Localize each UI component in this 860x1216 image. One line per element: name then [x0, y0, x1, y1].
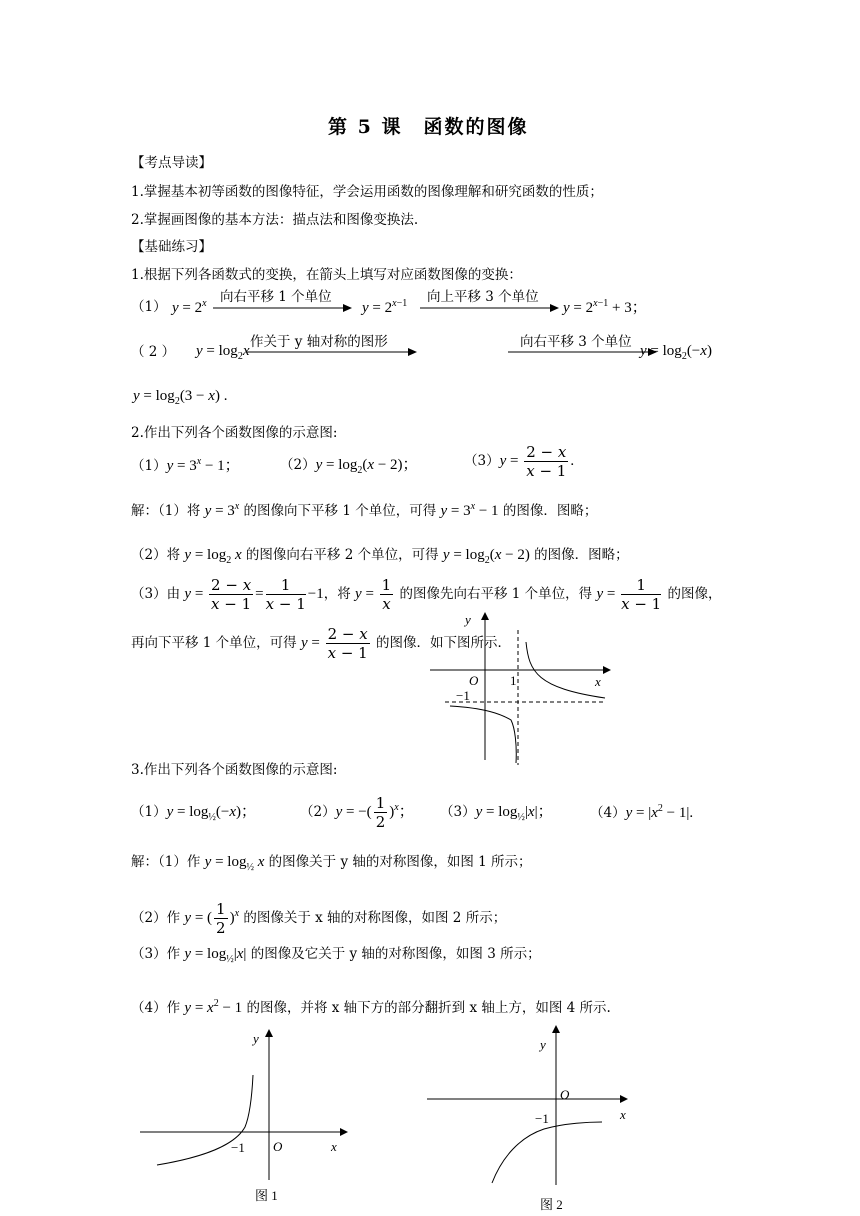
q3-item-4: $(4)y = |x^2 - 1|$.	[590, 803, 694, 821]
q2-item-3: （3）y = $\frac{2 - x}{x - 1}$ .	[464, 443, 575, 480]
arrow-right-icon	[213, 302, 353, 314]
x-label: x	[595, 674, 601, 689]
tick-neg1: −1	[535, 1111, 549, 1126]
q2-item-1: $(1)y = 3^x - 1$；	[131, 456, 240, 474]
q1-1-number: （1）	[131, 299, 167, 315]
figure-1	[135, 1025, 355, 1215]
section-heading-jichu: 【基础练习】	[131, 239, 212, 255]
section-heading-kaodian: 【考点导读】	[131, 155, 212, 171]
origin-label: O	[560, 1087, 570, 1102]
x-axis-arrow-icon	[620, 1095, 628, 1103]
y-axis-arrow-icon	[265, 1029, 273, 1037]
question-2: 2.作出下列各个函数图像的示意图:	[131, 425, 338, 441]
arrow-right-icon	[246, 346, 418, 358]
y-label: y	[540, 1037, 546, 1052]
solution-3-3: （3）作 $y = \log_{\frac{1}{2}}|x|$ 的图像及它关于 y 轴的对称图像，如图 3 所示；	[131, 946, 541, 965]
figure-1-caption: 图 1	[255, 1188, 278, 1203]
q1-1-func-b: $y = 2^{x-1}$	[362, 298, 408, 316]
x-label: x	[331, 1139, 337, 1154]
solution-3-4: （4）作 $y = x^2 - 1$ 的图像，并将 x 轴下方的部分翻折到 x 轴上方，如图 4 所示.	[131, 998, 611, 1016]
q1-1-func-c: $y = 2^{x-1} + 3$；	[563, 298, 647, 316]
graph-hyperbola	[425, 610, 615, 770]
q1-1-arrow-label-1: 向右平移 1 个单位	[220, 289, 332, 305]
q1-2-number: （ 2 ）	[131, 344, 176, 360]
solution-2-4: 再向下平移 1 个单位，可得 y = $\frac{2 - x}{x - 1}$ 的图像．如下图所示．	[131, 625, 512, 662]
solution-3-2: （2）作 y = ( $\frac{1}{2}$ )$^x$ 的图像关于 x 轴的对称图像，如图 2 所示；	[131, 900, 507, 937]
x-label: x	[620, 1107, 626, 1122]
figure-2-caption: 图 2	[540, 1197, 563, 1212]
q1-2-arrow-label-1: 作关于 y 轴对称的图形	[250, 334, 388, 350]
q3-item-2: （2）y = −( $\frac{1}{2}$ )$^x$；	[300, 794, 414, 831]
solution-2-2: （2）将 $y = \log_2 x$ 的图像向右平移 2 个单位，可得 $y = \log_2(x - 2)$ 的图像．图略；	[131, 547, 629, 566]
y-axis-arrow-icon	[481, 612, 489, 620]
page-title: 第 5 课 函数的图像	[328, 116, 529, 138]
tick-neg1: −1	[231, 1140, 245, 1155]
solution-2-1: 解：（1）将 $y = 3^x$ 的图像向下平移 1 个单位，可得 $y = 3^x - 1$ 的图像．图略；	[131, 501, 598, 519]
x-axis-arrow-icon	[603, 666, 611, 674]
q2-item-2: $(2)y = \log_2(x - 2)$；	[280, 457, 418, 476]
q3-item-3: $(3)y = \log_{\frac{1}{2}}|x|$；	[440, 804, 553, 823]
question-1: 1.根据下列各函数式的变换，在箭头上填写对应函数图像的变换：	[131, 267, 522, 283]
arrow-right-icon	[420, 302, 560, 314]
q3-item-1: $(1)y = \log_{\frac{1}{2}}(-x)$；	[131, 804, 257, 823]
curve	[492, 1122, 602, 1183]
q1-1-arrow-label-2: 向上平移 3 个单位	[427, 289, 539, 305]
branch-left	[450, 706, 516, 763]
q1-2-func-a: $y = \log_2x$	[196, 343, 250, 362]
q1-2-func-d: $y = \log_2(3 - x)$ .	[133, 388, 228, 407]
origin-label: O	[273, 1139, 283, 1154]
tick-1: 1	[510, 673, 517, 688]
q1-2-func-c: $y = \log_2(-x)$	[640, 343, 712, 362]
figure-2	[420, 1025, 640, 1215]
origin-label: O	[469, 673, 479, 688]
tick-neg1: −1	[456, 688, 470, 703]
q1-1-func-a: $y = 2^x$	[172, 298, 207, 316]
point-1: 1.掌握基本初等函数的图像特征，学会运用函数的图像理解和研究函数的性质；	[131, 184, 603, 200]
solution-2-3: （3）由 y = $\frac{2 - x}{x - 1}$ = $\frac{1}{x - 1}$ −1，将 y = $\frac{1}{x}$ 的图像先向右平移 1 个单位，得 y = $\frac{1}{x - 1}$ 的图像，	[131, 576, 722, 613]
q1-2-arrow-label-2: 向右平移 3 个单位	[520, 334, 632, 350]
arrow-right-icon	[508, 346, 658, 358]
y-axis-arrow-icon	[552, 1025, 560, 1033]
y-label: y	[465, 612, 471, 627]
y-label: y	[253, 1031, 259, 1046]
x-axis-arrow-icon	[340, 1128, 348, 1136]
question-3: 3.作出下列各个函数图像的示意图:	[131, 762, 338, 778]
point-2: 2.掌握画图像的基本方法：描点法和图像变换法.	[131, 212, 419, 228]
solution-3-1: 解：（1）作 $y = \log_{\frac{1}{2}} x$ 的图像关于 y 轴的对称图像，如图 1 所示；	[131, 854, 532, 873]
